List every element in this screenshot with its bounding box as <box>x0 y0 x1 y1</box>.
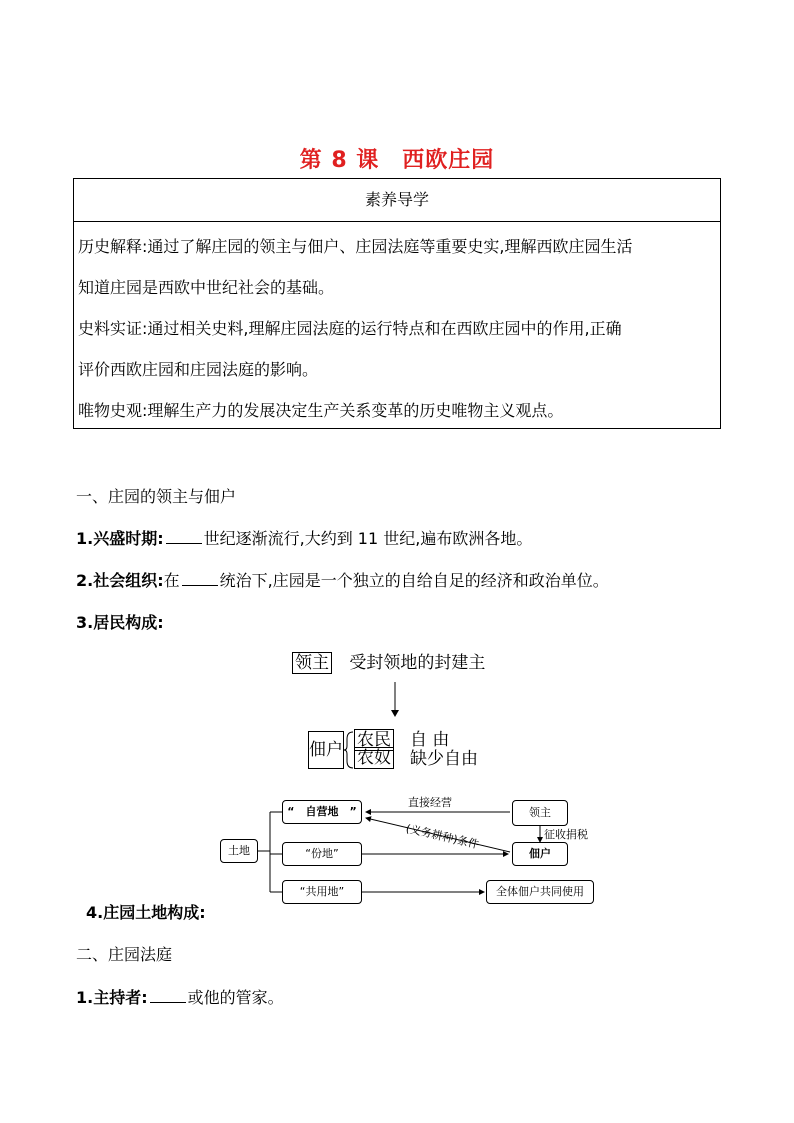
page-title: 第 8 课 西欧庄园 <box>299 148 495 173</box>
tax-label: 征收捐税 <box>544 828 588 841</box>
guide-line: 评价西欧庄园和庄园法庭的影响。 <box>78 360 319 379</box>
guide-body <box>74 222 720 431</box>
farmer-label: 农民 <box>354 729 394 751</box>
item-presider <box>76 985 284 1008</box>
item-label: 1.主持者: <box>76 988 148 1007</box>
tenant-node: 佃户 <box>512 842 568 866</box>
item-prosperity <box>76 526 532 549</box>
item-label: 3.居民构成: <box>76 613 164 632</box>
answer-blank[interactable] <box>166 529 202 544</box>
guide-line: 唯物史观:理解生产力的发展决定生产关系变革的历史唯物主义观点。 <box>78 401 564 420</box>
guide-header: 素养导学 <box>74 179 720 222</box>
tenant-status <box>410 731 478 769</box>
answer-blank[interactable] <box>150 988 186 1003</box>
obligation-label: (义务耕种)条件 <box>404 821 481 852</box>
lord-description: 受封领地的封建主 <box>349 653 486 673</box>
serf-label: 农奴 <box>354 747 394 769</box>
demesne-node: “ 自营地 ” <box>282 800 362 824</box>
guide-line: 历史解释:通过了解庄园的领主与佃户、庄园法庭等重要史实,理解西欧庄园生活 <box>78 237 633 256</box>
lord-row <box>292 648 485 673</box>
brace-icon <box>344 731 354 769</box>
tenant-types <box>354 731 394 767</box>
item-text: 或他的管家。 <box>187 988 284 1007</box>
literacy-guide-box <box>73 178 721 429</box>
item-label: 2.社会组织: <box>76 571 164 590</box>
share-land-node: “份地” <box>282 842 362 866</box>
tenant-label: 佃户 <box>308 731 344 769</box>
item-text: 在 <box>163 571 180 590</box>
section-heading: 一、庄园的领主与佃户 <box>76 487 237 506</box>
item-label: 1.兴盛时期: <box>76 529 164 548</box>
section-heading: 二、庄园法庭 <box>76 945 173 964</box>
farmer-status: 自 由 <box>410 730 450 750</box>
answer-blank[interactable] <box>182 571 218 586</box>
guide-line: 史料实证:通过相关史料,理解庄园法庭的运行特点和在西欧庄园中的作用,正确 <box>78 319 622 338</box>
down-arrow-icon <box>388 682 402 718</box>
serf-status: 缺少自由 <box>410 749 478 769</box>
item-text: 世纪逐渐流行,大约到 11 世纪,遍布欧洲各地。 <box>203 529 533 548</box>
item-label: 4.庄园土地构成: <box>86 903 206 922</box>
item-social-organization <box>76 568 609 591</box>
lord-label: 领主 <box>292 652 332 674</box>
lord-node: 领主 <box>512 800 568 826</box>
item-text: 统治下,庄园是一个独立的自给自足的经济和政治单位。 <box>219 571 609 590</box>
direct-management-label: 直接经营 <box>408 796 452 809</box>
common-land-node: “共用地” <box>282 880 362 904</box>
all-tenants-use-node: 全体佃户共同使用 <box>486 880 594 904</box>
guide-line: 知道庄园是西欧中世纪社会的基础。 <box>78 278 335 297</box>
item-residents <box>76 610 164 633</box>
land-node: 土地 <box>220 839 258 863</box>
land-composition-diagram <box>218 794 598 910</box>
item-land-composition <box>86 900 206 923</box>
